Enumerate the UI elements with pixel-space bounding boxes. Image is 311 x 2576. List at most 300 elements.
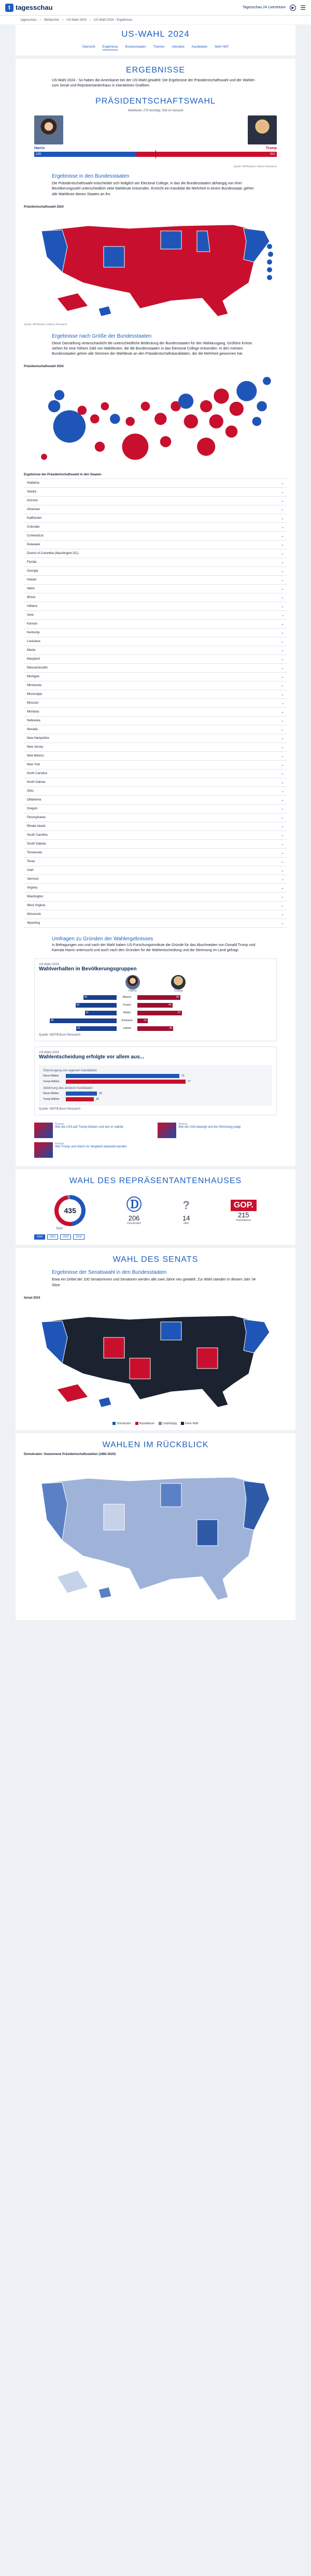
- state-accordion: [24, 478, 287, 928]
- chevron-down-icon: ⌄: [281, 649, 284, 653]
- trump-bar: [137, 1018, 148, 1023]
- teaser-image: [158, 1123, 176, 1138]
- state-name: Florida: [27, 561, 37, 564]
- breadcrumb-item: US-Wahl 2024 - Ergebnisse: [93, 18, 133, 22]
- state-name: Alaska: [27, 490, 37, 494]
- open-seat-count: 14: [182, 1214, 190, 1222]
- state-row[interactable]: [24, 585, 287, 593]
- state-name: Wyoming: [27, 922, 40, 925]
- teaser-title[interactable]: Wie die USA auf Trump blicken und wer er wählte: [55, 1126, 123, 1129]
- chevron-down-icon: ⌄: [281, 904, 284, 908]
- harris-bar: [85, 1011, 117, 1015]
- dem-electors: 226: [36, 153, 41, 156]
- breadcrumb-item[interactable]: US-Wahl 2024: [66, 18, 87, 22]
- chevron-down-icon: ⌄: [281, 807, 284, 811]
- state-name: New York: [27, 763, 40, 767]
- state-row[interactable]: [24, 849, 287, 857]
- rep-candidate-name: Trump: [265, 147, 277, 151]
- harris-value: 53: [76, 1003, 80, 1007]
- seats-label: Sitze: [56, 1227, 63, 1231]
- state-name: Maine: [27, 649, 36, 652]
- trump-value: 57: [177, 1011, 181, 1015]
- year-button[interactable]: 2020: [60, 1234, 71, 1240]
- trump-label: Trump: [174, 989, 183, 993]
- state-name: Idaho: [27, 587, 35, 591]
- state-row[interactable]: [24, 646, 287, 655]
- voter-group: Harris-Wähler: [43, 1092, 59, 1096]
- state-row[interactable]: [24, 690, 287, 699]
- senate-map[interactable]: [24, 1301, 287, 1420]
- state-row[interactable]: [24, 717, 287, 725]
- open-label: offen: [183, 1221, 189, 1225]
- state-name: Vermont: [27, 878, 39, 881]
- tab-overview[interactable]: Übersicht: [82, 46, 95, 49]
- state-row[interactable]: [24, 479, 287, 488]
- trump-value: 55: [176, 996, 179, 999]
- chevron-down-icon: ⌄: [281, 631, 284, 635]
- polls-heading: Umfragen zu Gründen der Wahlergebnisses: [52, 936, 153, 942]
- state-name: Delaware: [27, 543, 40, 547]
- state-name: South Dakota: [27, 842, 46, 846]
- state-name: Missouri: [27, 702, 39, 705]
- cartogram-title: Präsidentschaftswahl 2024: [24, 365, 64, 369]
- state-name: Ohio: [27, 790, 34, 793]
- play-icon[interactable]: ▶: [290, 5, 296, 11]
- motive-group: Überzeugung von eigenem Kandidaten: [43, 1069, 97, 1073]
- harris-bar: [76, 1026, 117, 1031]
- motive-group: Ablehnung des anderen Kandidaten: [43, 1087, 93, 1090]
- harris-photo: [34, 115, 63, 144]
- dem-party: [126, 1197, 142, 1225]
- dem-electors-bar: [34, 152, 136, 157]
- state-row[interactable]: [24, 752, 287, 761]
- state-row[interactable]: [24, 893, 287, 901]
- state-name: Oklahoma: [27, 798, 41, 802]
- state-row[interactable]: [24, 875, 287, 884]
- teaser-title[interactable]: Wie die USA bewegt und die Stimmung prägt: [178, 1126, 241, 1129]
- state-name: Alabama: [27, 482, 39, 485]
- state-row[interactable]: [24, 681, 287, 690]
- results-title: ERGEBNISSE: [125, 66, 186, 75]
- dem-candidate-name: Harris: [34, 147, 45, 151]
- state-dot: [268, 252, 273, 257]
- state-row[interactable]: [24, 523, 287, 532]
- state-dot: [267, 275, 272, 280]
- chevron-down-icon: ⌄: [281, 552, 284, 556]
- teaser-image: [34, 1142, 53, 1158]
- harris-bar: [76, 1003, 117, 1008]
- state-row[interactable]: [24, 593, 287, 602]
- chevron-down-icon: ⌄: [281, 490, 284, 494]
- chevron-down-icon: ⌄: [281, 754, 284, 759]
- state-dot: [267, 267, 272, 272]
- menu-icon[interactable]: ☰: [300, 4, 306, 11]
- poll-rows: [39, 994, 272, 1031]
- breadcrumb: tagesschau › Wahlarchiv › US-Wahl 2024 › US-Wahl 2024 - Ergebnisse: [0, 16, 311, 25]
- state-list-title: Ergebnisse der Präsidentschaftswahl in den Staaten: [24, 473, 102, 477]
- harris-value: 52: [77, 1027, 80, 1030]
- president-widget: [16, 106, 295, 163]
- state-name: New Mexico: [27, 754, 44, 758]
- poll-card-groups: [34, 958, 277, 1041]
- poll-title: Wahlentscheidung erfolgte vor allem aus...: [39, 1054, 145, 1060]
- chevron-down-icon: ⌄: [281, 605, 284, 609]
- motive-rows: [43, 1091, 268, 1101]
- trump-bar: [137, 1011, 182, 1015]
- rep-seats: 215: [237, 1211, 249, 1219]
- state-row[interactable]: [24, 778, 287, 787]
- legend-item: Keine Wahl: [185, 1422, 199, 1425]
- state-row[interactable]: [24, 866, 287, 875]
- tab-interactive[interactable]: Interaktiv: [172, 46, 185, 49]
- top-navigation: [0, 0, 311, 16]
- poll-row: [39, 1025, 272, 1031]
- tab-states[interactable]: Bundesstaaten: [125, 46, 146, 49]
- chevron-down-icon: ⌄: [281, 508, 284, 512]
- state-name: Indiana: [27, 605, 37, 608]
- results-section: [16, 59, 295, 1166]
- state-name: Arizona: [27, 499, 38, 503]
- chevron-down-icon: ⌄: [281, 587, 284, 591]
- harris-value: 41: [86, 1011, 89, 1015]
- state-row[interactable]: [24, 673, 287, 681]
- teaser-card[interactable]: [34, 1142, 153, 1158]
- motive-row: [43, 1091, 268, 1096]
- state-dot: [267, 259, 272, 265]
- trump-avatar: [171, 975, 186, 989]
- state-row[interactable]: [24, 813, 287, 822]
- chevron-down-icon: ⌄: [281, 816, 284, 820]
- state-name: North Carolina: [27, 772, 47, 776]
- motive-value: 73: [181, 1074, 185, 1078]
- state-name: Rhode Island: [27, 825, 46, 828]
- source-note: Quelle: AP/Reuters, Edison Research: [233, 165, 277, 169]
- harris-bar: [83, 995, 117, 1000]
- state-name: Oregon: [27, 807, 38, 811]
- state-name: New Hampshire: [27, 737, 49, 740]
- state-row[interactable]: [24, 734, 287, 743]
- chevron-down-icon: ⌄: [281, 526, 284, 530]
- state-name: Mississippi: [27, 693, 43, 696]
- chevron-down-icon: ⌄: [281, 772, 284, 776]
- year-button[interactable]: 2022: [47, 1234, 58, 1240]
- chevron-down-icon: ⌄: [281, 878, 284, 882]
- brand-icon: t: [5, 4, 13, 12]
- house-section: [16, 1169, 295, 1245]
- state-row[interactable]: [24, 901, 287, 910]
- state-name: Nebraska: [27, 719, 40, 723]
- states-text: Die Präsidentschaftswahl entscheidet sich lediglich am Electoral College, in das die Bundesstaaten abhängig von ihrer Bevölkerungszahl unterschiedlich viele Wahlleute entsenden. Erreicht ein Kandidat die Mehrheit in einem Bundesstaat, gehen alle Wahlleute dieses Staates an ihn.: [52, 182, 254, 196]
- chevron-down-icon: ⌄: [281, 895, 284, 899]
- trump-bar: [137, 1003, 173, 1008]
- state-name: Kentucky: [27, 631, 40, 635]
- poll-row: [39, 994, 272, 1000]
- chevron-down-icon: ⌄: [281, 675, 284, 679]
- chevron-down-icon: ⌄: [281, 763, 284, 767]
- dem-label: Demokraten: [126, 1221, 142, 1225]
- motive-bar: [66, 1091, 97, 1096]
- house-seat-donut: [54, 1195, 86, 1226]
- state-row[interactable]: [24, 919, 287, 928]
- senate-map-svg: [24, 1301, 287, 1420]
- senate-heading: Ergebnisse der Senatswahl in den Bundesstaaten: [52, 1270, 167, 1276]
- state-name: Utah: [27, 869, 34, 872]
- chevron-down-icon: ⌄: [281, 561, 284, 565]
- teaser-row: [16, 1142, 295, 1162]
- polls-section: [16, 928, 295, 1118]
- chevron-down-icon: ⌄: [281, 684, 284, 688]
- state-name: Louisiana: [27, 640, 40, 644]
- chevron-down-icon: ⌄: [281, 710, 284, 715]
- teaser-image: [34, 1123, 53, 1138]
- state-row[interactable]: [24, 699, 287, 708]
- chevron-down-icon: ⌄: [281, 614, 284, 618]
- legend-item: Republikaner: [139, 1422, 155, 1425]
- us-results-map[interactable]: [24, 210, 287, 322]
- state-row[interactable]: [24, 541, 287, 549]
- voter-group: Harris-Wähler: [43, 1074, 59, 1078]
- senate-legend: [16, 1422, 295, 1425]
- livestream-label[interactable]: Tagesschau 24 Livestream: [242, 6, 286, 9]
- senate-section: [16, 1248, 295, 1430]
- state-name: Texas: [27, 860, 35, 864]
- state-name: New Jersey: [27, 746, 44, 749]
- trump-value: 46: [169, 1027, 172, 1030]
- state-row[interactable]: [24, 787, 287, 796]
- state-row[interactable]: [24, 805, 287, 813]
- motive-bar: [66, 1097, 94, 1101]
- teaser-kicker: Analyse: [55, 1142, 64, 1146]
- chevron-down-icon: ⌄: [281, 578, 284, 583]
- teaser-card[interactable]: [158, 1123, 277, 1138]
- state-row[interactable]: [24, 514, 287, 523]
- motive-bar: [66, 1074, 179, 1078]
- polls-text: In Befragungen von und nach der Wahl haben US-Forschungsinstitute die Gründe für das Abschneiden von Donald Trump und Kamala Harris untersucht und auch nach den Gründen für die Wahlentscheidung und die Stimmung im Land gefragt.: [52, 943, 256, 953]
- state-name: Connecticut: [27, 534, 44, 538]
- state-row[interactable]: [24, 611, 287, 620]
- cartogram-heading: Ergebnisse nach Größe der Bundesstaaten: [52, 333, 152, 339]
- harris-avatar: [125, 975, 140, 989]
- chevron-down-icon: ⌄: [281, 622, 284, 627]
- rep-electors-bar: [136, 152, 277, 157]
- poll-title: Wahlverhalten in Bevölkerungsgruppen: [39, 966, 137, 972]
- page-title: US-WAHL 2024: [121, 29, 190, 39]
- chevron-down-icon: ⌄: [281, 570, 284, 574]
- senate-text: Etwa ein Drittel der 100 Senatorinnen und Senatoren werden alle zwei Jahre neu gewählt. Zur Wahl standen in diesem Jahr 34 Sitze.: [52, 1278, 256, 1287]
- state-row[interactable]: [24, 831, 287, 840]
- poll-row: [39, 1017, 272, 1024]
- state-name: Tennessee: [27, 851, 43, 855]
- state-row[interactable]: [24, 488, 287, 497]
- state-name: Virginia: [27, 886, 37, 890]
- state-row[interactable]: [24, 822, 287, 831]
- electors-note: Wahlleute: 270 benötigt, 538 im Gesamt: [128, 109, 183, 113]
- state-dot: [267, 244, 272, 249]
- teaser-kicker: Analyse: [178, 1123, 188, 1126]
- chevron-down-icon: ⌄: [281, 922, 284, 926]
- tab-results[interactable]: Ergebnisse: [103, 45, 118, 50]
- open-seats: ? 14 offen: [182, 1198, 190, 1225]
- state-name: Wisconsin: [27, 913, 41, 916]
- state-name: South Carolina: [27, 834, 48, 837]
- teaser-kicker: Analyse: [55, 1123, 64, 1126]
- history-section: [16, 1433, 295, 1620]
- state-row[interactable]: [24, 602, 287, 611]
- map-source: Quelle: AP/Reuters, Edison Research: [24, 323, 67, 326]
- state-name: Washington: [27, 895, 44, 899]
- state-row[interactable]: [24, 558, 287, 567]
- chevron-down-icon: ⌄: [281, 728, 284, 732]
- legend-item: Unabhängig: [163, 1422, 177, 1425]
- chevron-down-icon: ⌄: [281, 842, 284, 847]
- map-title: Präsidentschaftswahl 2024: [24, 205, 64, 209]
- poll-card-motive: [34, 1046, 277, 1115]
- rep-electors: 312: [270, 153, 275, 156]
- tab-topics[interactable]: Themen: [153, 46, 165, 49]
- state-row[interactable]: [24, 743, 287, 752]
- teaser-card[interactable]: [34, 1123, 153, 1138]
- state-row[interactable]: [24, 857, 287, 866]
- chevron-down-icon: ⌄: [281, 860, 284, 864]
- state-row[interactable]: [24, 505, 287, 514]
- state-row[interactable]: [24, 840, 287, 849]
- chevron-down-icon: ⌄: [281, 834, 284, 838]
- year-switch: [34, 1234, 277, 1240]
- tab-more[interactable]: Mehr NEF: [215, 46, 229, 49]
- state-name: Nevada: [27, 728, 38, 732]
- motive-chart: [39, 1065, 272, 1105]
- state-name: Arkansas: [27, 508, 40, 512]
- chevron-down-icon: ⌄: [281, 517, 284, 521]
- state-name: District of Columbia (Washington DC): [27, 552, 79, 556]
- trump-bar: [137, 995, 180, 1000]
- poll-source: Quelle: NEP/Edison Research: [39, 1034, 81, 1037]
- harris-value: 43: [84, 996, 88, 999]
- results-lead: US-Wahl 2024 - So haben die Amerikaner bei der US-Wahl gewählt: Die Ergebnisse der Präsidentschaftswahl und der Wahlen zum Senat und Repräsentantenhaus in interaktiven Grafiken.: [52, 79, 255, 88]
- cartogram-svg: [24, 370, 287, 468]
- state-row[interactable]: [24, 910, 287, 919]
- state-row[interactable]: [24, 664, 287, 673]
- chevron-down-icon: ⌄: [281, 719, 284, 723]
- chevron-down-icon: ⌄: [281, 693, 284, 697]
- harris-label: Harris: [129, 989, 137, 993]
- dem-seats: 206: [128, 1214, 140, 1222]
- harris-value: 86: [51, 1019, 54, 1023]
- state-name: Georgia: [27, 570, 38, 573]
- state-name: Colorado: [27, 526, 40, 529]
- state-row[interactable]: [24, 620, 287, 629]
- rep-party: [231, 1200, 257, 1222]
- harris-bar: [50, 1018, 117, 1023]
- state-row[interactable]: [24, 567, 287, 576]
- teaser-row: [16, 1118, 295, 1142]
- state-row[interactable]: [24, 725, 287, 734]
- state-name: Kansas: [27, 622, 38, 626]
- motive-rows: [43, 1074, 268, 1084]
- chevron-down-icon: ⌄: [281, 790, 284, 794]
- voter-group: Trump-Wähler: [43, 1080, 60, 1084]
- trump-photo: [248, 115, 277, 144]
- dem-logo-icon: Ⓓ: [126, 1196, 142, 1214]
- motive-row: [43, 1074, 268, 1078]
- teaser-title[interactable]: Wie Trump und Harris im Vergleich bewertet werden: [55, 1145, 127, 1149]
- president-title: PRÄSIDENTSCHAFTSWAHL: [95, 97, 216, 106]
- chevron-down-icon: ⌄: [281, 781, 284, 785]
- poll-source: Quelle: NEP/Edison Research: [39, 1108, 81, 1111]
- state-name: Iowa: [27, 614, 34, 617]
- year-button[interactable]: 2024: [34, 1234, 45, 1240]
- chevron-down-icon: ⌄: [281, 746, 284, 750]
- breadcrumb-item[interactable]: tagesschau: [21, 18, 37, 22]
- state-name: Massachusetts: [27, 666, 48, 670]
- chevron-down-icon: ⌄: [281, 543, 284, 547]
- state-name: West Virginia: [27, 904, 46, 908]
- state-row[interactable]: [24, 708, 287, 717]
- state-row[interactable]: [24, 796, 287, 805]
- year-button[interactable]: 2018: [73, 1234, 84, 1240]
- house-title: WAHL DES REPRÄSENTANTENHAUSES: [69, 1176, 242, 1186]
- chevron-down-icon: ⌄: [281, 702, 284, 706]
- gop-logo-icon: GOP.: [231, 1200, 257, 1211]
- chevron-down-icon: ⌄: [281, 596, 284, 600]
- breadcrumb-item[interactable]: Wahlarchiv: [44, 18, 60, 22]
- state-row[interactable]: [24, 761, 287, 769]
- state-row[interactable]: [24, 884, 287, 893]
- state-row[interactable]: [24, 637, 287, 646]
- state-cartogram[interactable]: [24, 370, 287, 468]
- state-name: Illinois: [27, 596, 36, 600]
- history-title: WAHLEN IM RÜCKBLICK: [102, 1440, 209, 1450]
- total-seats: 435: [59, 1199, 81, 1222]
- tab-candidates[interactable]: Kandidaten: [192, 46, 208, 49]
- chevron-down-icon: ⌄: [281, 666, 284, 671]
- trump-value: 45: [168, 1003, 172, 1007]
- poll-row: [39, 1010, 272, 1016]
- history-map[interactable]: [24, 1458, 287, 1613]
- election-header: [16, 25, 295, 55]
- state-name: Michigan: [27, 675, 40, 679]
- state-row[interactable]: [24, 769, 287, 778]
- state-name: Maryland: [27, 658, 40, 661]
- trump-bar: [137, 1026, 173, 1031]
- state-name: Pennsylvania: [27, 816, 46, 820]
- state-name: North Dakota: [27, 781, 46, 784]
- state-row[interactable]: [24, 655, 287, 664]
- chevron-down-icon: ⌄: [281, 886, 284, 891]
- states-heading: Ergebnisse in den Bundesstaaten: [52, 173, 130, 180]
- chevron-down-icon: ⌄: [281, 869, 284, 873]
- us-map-svg: [24, 210, 287, 322]
- rep-label: Republikaner: [236, 1218, 251, 1222]
- history-map-title: Demokraten: Gewonnene Präsidentschaftswahlen (1892-2020): [24, 1453, 116, 1457]
- history-map-svg: [24, 1458, 287, 1613]
- trump-value: 13: [143, 1019, 147, 1023]
- state-row[interactable]: [24, 629, 287, 637]
- state-row[interactable]: [24, 576, 287, 585]
- state-row[interactable]: [24, 497, 287, 505]
- chevron-down-icon: ⌄: [281, 737, 284, 741]
- group-label: Männer: [122, 996, 132, 999]
- state-name: Montana: [27, 710, 39, 714]
- brand-name: tagesschau: [16, 4, 53, 11]
- motive-value: 77: [188, 1080, 191, 1084]
- state-row[interactable]: [24, 532, 287, 541]
- state-row[interactable]: [24, 549, 287, 558]
- state-name: Minnesota: [27, 684, 41, 688]
- poll-row: [39, 1002, 272, 1008]
- brand-logo[interactable]: [5, 4, 53, 12]
- chevron-down-icon: ⌄: [281, 640, 284, 644]
